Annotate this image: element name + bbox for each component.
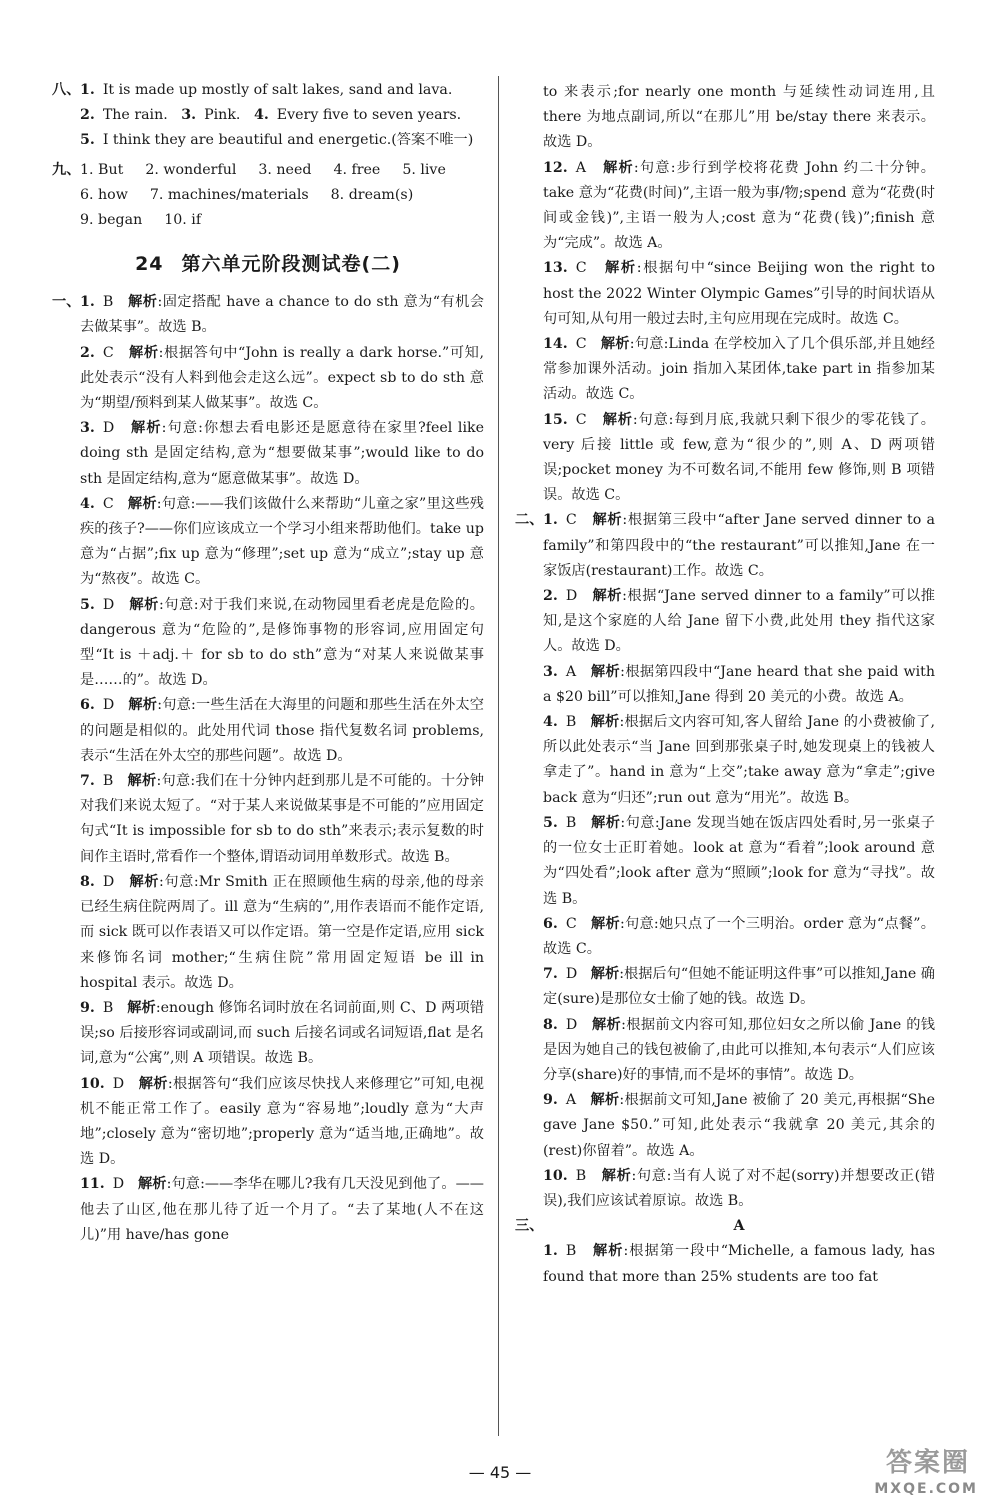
- blank-answer: 4. free: [333, 161, 381, 178]
- question-list: [515, 156, 935, 509]
- question-number: 5.: [80, 596, 95, 613]
- question-number: 1.: [543, 512, 558, 529]
- question-number: 3.: [80, 420, 95, 437]
- question-list: [515, 1239, 935, 1289]
- explanation-text: 根据后文内容可知,客人留给 Jane 的小费被偷了,所以此处表示“当 Jane 回到那张桌子时,她发现桌上的钱被人拿走了”。hand in 意为“上交”;take away 意为“拿走”;give back 意为“归还”;run out 意为“用光”。故选 B。: [543, 714, 935, 806]
- explanation-label: 解析: [591, 915, 620, 932]
- question-explanation: 5. B 解析:句意:Jane 发现当她在饭店四处看时,另一张桌子的一位女士正盯着她。look at 意为“看着”;look around 意为“四处看”;look after 意为“照顾”;look for 意为“寻找”。故选 B。: [543, 814, 935, 907]
- question-explanation: 13. C 解析:根据句中“since Beijing won the right to host the 2022 Winter Olympic Games”引导的时间状语从句可知,从句用一般过去时,主句应用现在完成时。故选 C。: [543, 260, 935, 327]
- question-explanation: 1. B 解析:固定搭配 have a chance to do sth 意为“有机会去做某事”。故选 B。: [80, 294, 484, 336]
- question-explanation: 9. A 解析:根据前文可知,Jane 被偷了 20 美元,再根据“She gave Jane $50.”可知,此处表示“我就拿 20 美元,其余的(rest)你留着”。故选 A。: [543, 1092, 935, 1159]
- explanation-text: enough 修饰名词时放在名词前面,则 C、D 两项错误;so 后接形容词或副词,而 such 后接名词或名词短语,flat 是名词,意为“公寓”,则 A 项错误。故选 B。: [80, 999, 485, 1067]
- section-9: [52, 158, 484, 234]
- answer-line: [80, 128, 484, 153]
- answer-text: It is made up mostly of salt lakes, sand and lava.: [102, 82, 453, 98]
- explanation-text: 固定搭配 have a chance to do sth 意为“有机会去做某事”。故选 B。: [80, 294, 484, 336]
- answer-letter: B: [575, 1167, 587, 1184]
- explanation-text: 句意:Mr Smith 正在照顾他生病的母亲,他的母亲已经生病住院两周了。ill 意为“生病的”,用作表语而不能作定语,而 sick 既可以作表语又可以作定语。第一空是作定语,应用 sick 来修饰名词 mother;“生病住院”常用固定短语 be ill in hospital 表示。故选 D。: [80, 873, 484, 991]
- explanation-text: 句意:每到月底,我就只剩下很少的零花钱了。very 后接 little 或 few,意为“很少的”,则 A、D 两项错误;pocket money 为不可数名词,不能用 few 修饰,则 B 项错误。故选 C。: [543, 411, 935, 504]
- question-explanation: 11. D 解析:句意:——李华在哪儿?我有几天没见到他了。——他去了山区,他在那儿待了近一个月了。“去了某地(人不在这儿)”用 have/has gone: [80, 1176, 484, 1243]
- question-explanation: 8. D 解析:句意:Mr Smith 正在照顾他生病的母亲,他的母亲已经生病住院两周了。ill 意为“生病的”,用作表语而不能作定语,而 sick 既可以作表语又可以作定语。第一空是作定语,应用 sick 来修饰名词 mother;“生病住院”常用固定短语 be ill in hospital 表示。故选 D。: [80, 873, 484, 991]
- question-explanation: 1. B 解析:根据第一段中“Michelle, a famous lady, has found that more than 25% students are too fat: [543, 1243, 935, 1285]
- question-explanation: 2. C 解析:根据答句中“John is really a dark horse.”可知,此处表示“没有人料到他会走这么远”。expect sb to do sth 意为“期望/预料到某人做某事”。故选 C。: [80, 344, 484, 412]
- column-divider: [498, 76, 499, 1436]
- explanation-label: 解析: [592, 1243, 624, 1260]
- question-explanation: 2. D 解析:根据“Jane served dinner to a family”可以推知,是这个家庭的人给 Jane 留下小费,此处用 they 指代这家人。故选 D。: [543, 588, 935, 655]
- question-number: 9.: [80, 999, 95, 1016]
- question-number: 8.: [80, 873, 95, 890]
- answer-text: I think they are beautiful and energetic.(答案不唯一): [102, 132, 474, 149]
- explanation-label: 解析: [129, 873, 160, 890]
- question-explanation: 6. D 解析:句意:一些生活在大海里的问题和那些生活在外太空的问题是相似的。此处用代词 those 指代复数名词 problems,表示“生活在外太空的那些问题”。故选 D。: [80, 697, 484, 764]
- answer-letter: D: [102, 596, 115, 613]
- answer-letter: C: [575, 336, 587, 353]
- explanation-label: 解析: [590, 663, 621, 680]
- question-number: 7.: [80, 773, 95, 790]
- question-number: 9.: [543, 1092, 558, 1109]
- explanation-text: 根据“Jane served dinner to a family”可以推知,是这个家庭的人给 Jane 留下小费,此处用 they 指代这家人。故选 D。: [543, 588, 935, 655]
- question-number: 1.: [80, 294, 95, 311]
- question-explanation: 6. C 解析:句意:她只点了一个三明治。order 意为“点餐”。故选 C。: [543, 915, 935, 957]
- blank-answer: 7. machines/materials: [149, 186, 309, 203]
- explanation-text: 根据第一段中“Michelle, a famous lady, has found that more than 25% students are too fat: [543, 1243, 935, 1285]
- explanation-label: 解析: [128, 294, 158, 311]
- item-number: 2.: [80, 107, 95, 124]
- question-number: 15.: [543, 411, 568, 428]
- answer-letter: D: [565, 966, 578, 983]
- explanation-label: 解析: [591, 814, 621, 831]
- question-explanation: 14. C 解析:句意:Linda 在学校加入了几个俱乐部,并且她经常参加课外活动。join 指加入某团体,take part in 指参加某活动。故选 C。: [543, 336, 935, 403]
- question-explanation: 10. B 解析:句意:当有人说了对不起(sorry)并想要改正(错误),我们应该试着原谅。故选 B。: [543, 1167, 935, 1209]
- right-column: [515, 80, 935, 1290]
- answer-letter: C: [565, 915, 577, 932]
- explanation-text: 句意:——我们该做什么来帮助“儿童之家”里这些残疾的孩子?——你们应该成立一个学习小组来帮助他们。take up 意为“占据”;fix up 意为“修理”;set up 意为“成立”;stay up 意为“熬夜”。故选 C。: [80, 495, 484, 588]
- question-number: 2.: [543, 588, 558, 605]
- explanation-text: 根据答句“我们应该尽快找人来修理它”可知,电视机不能正常工作了。easily 意为“容易地”;loudly 意为“大声地”;closely 意为“密切地”;properly 意为“适当地,正确地”。故选 D。: [80, 1075, 484, 1168]
- answer-text: Every five to seven years.: [276, 107, 462, 124]
- explanation-text: 根据第四段中“Jane heard that she paid with a $20 bill”可以推知,Jane 得到 20 美元的小费。故选 A。: [543, 663, 935, 705]
- explanation-label: 解析: [138, 1075, 168, 1092]
- answer-text: Pink.: [204, 107, 241, 124]
- explanation-label: 解析: [127, 495, 157, 512]
- answer-letter: D: [565, 1016, 578, 1033]
- explanation-text: 句意:她只点了一个三明治。order 意为“点餐”。故选 C。: [543, 915, 935, 957]
- question-explanation: 5. D 解析:句意:对于我们来说,在动物园里看老虎是危险的。dangerous 意为“危险的”,是修饰事物的形容词,应用固定句型“It is ＋adj.＋ for sb to do sth”意为“对某人来说做某事是……的”。故选 D。: [80, 596, 484, 689]
- item-number: 4.: [253, 107, 269, 124]
- explanation-label: 解析: [129, 344, 159, 361]
- section-2: [515, 508, 935, 1214]
- explanation-text: 句意:你想去看电影还是愿意待在家里?feel like doing sth 是固定结构,意为“想要做某事”;would like to do sth 是固定结构,意为“愿意做某事”。故选 D。: [80, 420, 484, 487]
- explanation-text: 句意:步行到学校将花费 John 约二十分钟。take 意为“花费(时间)”,主语一般为事/物;spend 意为“花费(时间或金钱)”,主语一般为人;cost 意为“花费(钱)”;finish 意为“完成”。故选 A。: [543, 159, 935, 252]
- explanation-label: 解析: [590, 714, 620, 731]
- answer-letter: D: [102, 420, 115, 437]
- blank-answer: 9. began: [80, 212, 143, 229]
- blank-answer: 2. wonderful: [145, 161, 237, 178]
- question-explanation: 3. D 解析:句意:你想去看电影还是愿意待在家里?feel like doing sth 是固定结构,意为“想要做某事”;would like to do sth 是固定结构,意为“愿意做某事”。故选 D。: [80, 420, 484, 487]
- explanation-text: 根据前文内容可知,那位妇女之所以偷 Jane 的钱是因为她自己的钱包被偷了,由此可以推知,本句表示“人们应该分享(share)好的事情,而不是坏的事情”。故选 D。: [543, 1016, 935, 1083]
- explanation-label: 解析: [605, 260, 637, 277]
- blank-answer: 10. if: [164, 212, 202, 229]
- answer-line: [80, 103, 484, 128]
- blank-answer: 6. how: [80, 186, 128, 203]
- question-number: 8.: [543, 1016, 558, 1033]
- answer-letter: D: [102, 873, 115, 890]
- question-number: 3.: [543, 663, 558, 680]
- page-number: — 45 —: [468, 1463, 532, 1482]
- explanation-label: 解析: [127, 773, 157, 790]
- explanation-label: 解析: [127, 999, 156, 1016]
- question-number: 14.: [543, 336, 568, 353]
- explanation-label: 解析: [600, 336, 630, 353]
- question-number: 4.: [543, 714, 558, 731]
- answer-letter: B: [102, 999, 114, 1016]
- section-8: [52, 78, 484, 154]
- explanation-text: 根据前文可知,Jane 被偷了 20 美元,再根据“She gave Jane $50.”可知,此处表示“我就拿 20 美元,其余的(rest)你留着”。故选 A。: [543, 1092, 935, 1159]
- explanation-label: 解析: [592, 512, 623, 529]
- answer-letter: C: [102, 495, 114, 512]
- test-heading: [52, 249, 484, 276]
- answer-letter: A: [575, 159, 586, 176]
- question-explanation: 9. B 解析:enough 修饰名词时放在名词前面,则 C、D 两项错误;so 后接形容词或副词,而 such 后接名词或名词短语,flat 是名词,意为“公寓”,则 A 项错误。故选 B。: [80, 999, 485, 1067]
- explanation-label: 解析: [601, 1167, 632, 1184]
- section-3: [515, 1214, 935, 1239]
- left-column: [52, 78, 484, 1248]
- explanation-text: 句意:Jane 发现当她在饭店四处看时,另一张桌子的一位女士正盯着她。look at 意为“看着”;look around 意为“四处看”;look after 意为“照顾”;look for 意为“寻找”。故选 B。: [543, 814, 935, 907]
- explanation-text: 根据句中“since Beijing won the right to host the 2022 Winter Olympic Games”引导的时间状语从句可知,从句用一般过去时,主句应用现在完成时。故选 C。: [543, 260, 935, 327]
- blank-answer: 3. need: [258, 161, 312, 178]
- answer-letter: C: [575, 260, 587, 277]
- explanation-label: 解析: [128, 697, 158, 714]
- test-number: 24: [135, 253, 164, 276]
- question-number: 5.: [543, 814, 558, 831]
- blank-answer: 8. dream(s): [330, 186, 414, 203]
- section-label: 八、: [52, 82, 81, 98]
- section-1: [52, 290, 484, 1248]
- question-explanation: 7. B 解析:句意:我们在十分钟内赶到那儿是不可能的。十分钟对我们来说太短了。“对于某人来说做某事是不可能的”应用固定句式“It is impossible for sb to do sth”来表示;表示复数的时间作主语时,常看作一个整体,谓语动词用单数形式。故选 B。: [80, 773, 484, 865]
- question-number: 11.: [80, 1176, 105, 1193]
- explanation-text: 根据第三段中“after Jane served dinner to a family”和第四段中的“the restaurant”可以推知,Jane 在一家饭店(restaurant)工作。故选 C。: [543, 512, 935, 579]
- answer-letter: D: [112, 1075, 125, 1092]
- question-number: 6.: [543, 915, 558, 932]
- question-explanation: 3. A 解析:根据第四段中“Jane heard that she paid with a $20 bill”可以推知,Jane 得到 20 美元的小费。故选 A。: [543, 663, 935, 705]
- answer-letter: A: [565, 1092, 577, 1109]
- explanation-text: 句意:——李华在哪儿?我有几天没见到他了。——他去了山区,他在那儿待了近一个月了。“去了某地(人不在这儿)”用 have/has gone: [80, 1176, 484, 1243]
- question-number: 4.: [80, 495, 95, 512]
- answer-line: [80, 78, 484, 103]
- section-label: 三、: [515, 1218, 544, 1235]
- part-label: A: [733, 1218, 745, 1235]
- answer-letter: D: [102, 697, 115, 714]
- answer-letter: B: [565, 814, 577, 831]
- question-number: 2.: [80, 344, 95, 361]
- explanation-label: 解析: [590, 966, 620, 983]
- answer-letter: C: [565, 512, 577, 529]
- explanation-label: 解析: [592, 588, 623, 605]
- answer-letter: A: [565, 663, 577, 680]
- explanation-text: 句意:对于我们来说,在动物园里看老虎是危险的。dangerous 意为“危险的”,是修饰事物的形容词,应用固定句型“It is ＋adj.＋ for sb to do sth”意为“对某人来说做某事是……的”。故选 D。: [80, 596, 484, 689]
- answer-letter: B: [102, 294, 114, 311]
- question-explanation: 1. C 解析:根据第三段中“after Jane served dinner to a family”和第四段中的“the restaurant”可以推知,Jane 在一家饭店(restaurant)工作。故选 C。: [543, 512, 935, 579]
- explanation-label: 解析: [591, 1016, 622, 1033]
- explanation-label: 解析: [603, 159, 634, 176]
- question-explanation: 7. D 解析:根据后句“但她不能证明这件事”可以推知,Jane 确定(sure)是那位女士偷了她的钱。故选 D。: [543, 966, 935, 1008]
- question-number: 7.: [543, 966, 558, 983]
- section-label: 二、: [515, 512, 544, 529]
- explanation-text: 句意:Linda 在学校加入了几个俱乐部,并且她经常参加课外活动。join 指加入某团体,take part in 指参加某活动。故选 C。: [543, 336, 935, 403]
- question-explanation: 8. D 解析:根据前文内容可知,那位妇女之所以偷 Jane 的钱是因为她自己的钱包被偷了,由此可以推知,本句表示“人们应该分享(share)好的事情,而不是坏的事情”。故选 D。: [543, 1016, 935, 1083]
- continued-explanation: to 来表示;for nearly one month 与延续性动词连用,且 there 为地点副词,所以“在那儿”用 be/stay there 来表示。故选 D。: [543, 84, 935, 151]
- answer-letter: C: [102, 344, 114, 361]
- answer-letter: B: [102, 773, 114, 790]
- answer-letter: D: [112, 1176, 125, 1193]
- question-list: [543, 508, 935, 1214]
- question-explanation: 10. D 解析:根据答句“我们应该尽快找人来修理它”可知,电视机不能正常工作了。easily 意为“容易地”;loudly 意为“大声地”;closely 意为“密切地”;properly 意为“适当地,正确地”。故选 D。: [80, 1075, 484, 1168]
- question-explanation: 4. B 解析:根据后文内容可知,客人留给 Jane 的小费被偷了,所以此处表示“当 Jane 回到那张桌子时,她发现桌上的钱被人拿走了”。hand in 意为“上交”;take away 意为“拿走”;give back 意为“归还”;run out 意为“用光”。故选 B。: [543, 714, 935, 806]
- explanation-text: 根据后句“但她不能证明这件事”可以推知,Jane 确定(sure)是那位女士偷了她的钱。故选 D。: [543, 966, 935, 1008]
- item-number: 1.: [80, 82, 95, 98]
- question-number: 13.: [543, 260, 568, 277]
- blank-answer: 1. But: [80, 161, 124, 178]
- test-title: 第六单元阶段测试卷(二): [181, 253, 401, 276]
- watermark-url: MXQE.COM: [874, 1481, 978, 1497]
- answer-letter: B: [565, 714, 577, 731]
- question-explanation: 15. C 解析:句意:每到月底,我就只剩下很少的零花钱了。very 后接 little 或 few,意为“很少的”,则 A、D 两项错误;pocket money 为不可数名词,不能用 few 修饰,则 B 项错误。故选 C。: [543, 411, 935, 504]
- explanation-text: 根据答句中“John is really a dark horse.”可知,此处表示“没有人料到他会走这么远”。expect sb to do sth 意为“期望/预料到某人做某事”。故选 C。: [80, 344, 484, 412]
- answer-letter: D: [565, 588, 578, 605]
- blank-answer: 5. live: [402, 161, 446, 178]
- explanation-label: 解析: [131, 420, 162, 437]
- question-number: 1.: [543, 1243, 558, 1260]
- section-label: 一、: [52, 294, 81, 311]
- answer-text: The rain.: [102, 107, 168, 124]
- question-number: 12.: [543, 159, 568, 176]
- question-number: 10.: [543, 1167, 568, 1184]
- answer-letter: B: [565, 1243, 577, 1260]
- explanation-label: 解析: [129, 596, 159, 613]
- watermark-logo: 答案圈: [885, 1448, 970, 1478]
- question-number: 10.: [80, 1075, 105, 1092]
- explanation-label: 解析: [602, 411, 633, 428]
- explanation-text: 句意:一些生活在大海里的问题和那些生活在外太空的问题是相似的。此处用代词 those 指代复数名词 problems,表示“生活在外太空的那些问题”。故选 D。: [80, 697, 484, 764]
- question-number: 6.: [80, 697, 95, 714]
- explanation-text: 句意:当有人说了对不起(sorry)并想要改正(错误),我们应该试着原谅。故选 B。: [543, 1167, 935, 1209]
- question-explanation: 12. A 解析:句意:步行到学校将花费 John 约二十分钟。take 意为“花费(时间)”,主语一般为事/物;spend 意为“花费(时间或金钱)”,主语一般为人;cost 意为“花费(钱)”;finish 意为“完成”。故选 A。: [543, 159, 935, 252]
- item-number: 3.: [181, 107, 197, 124]
- explanation-label: 解析: [137, 1176, 167, 1193]
- section-label: 九、: [52, 161, 81, 178]
- item-number: 5.: [80, 132, 95, 149]
- answer-letter: C: [575, 411, 587, 428]
- question-explanation: 4. C 解析:句意:——我们该做什么来帮助“儿童之家”里这些残疾的孩子?——你们应该成立一个学习小组来帮助他们。take up 意为“占据”;fix up 意为“修理”;set up 意为“成立”;stay up 意为“熬夜”。故选 C。: [80, 495, 484, 588]
- explanation-text: 句意:我们在十分钟内赶到那儿是不可能的。十分钟对我们来说太短了。“对于某人来说做某事是不可能的”应用固定句式“It is impossible for sb to do sth”来表示;表示复数的时间作主语时,常看作一个整体,谓语动词用单数形式。故选 B。: [80, 773, 484, 865]
- question-list: [80, 290, 484, 1248]
- explanation-label: 解析: [590, 1092, 620, 1109]
